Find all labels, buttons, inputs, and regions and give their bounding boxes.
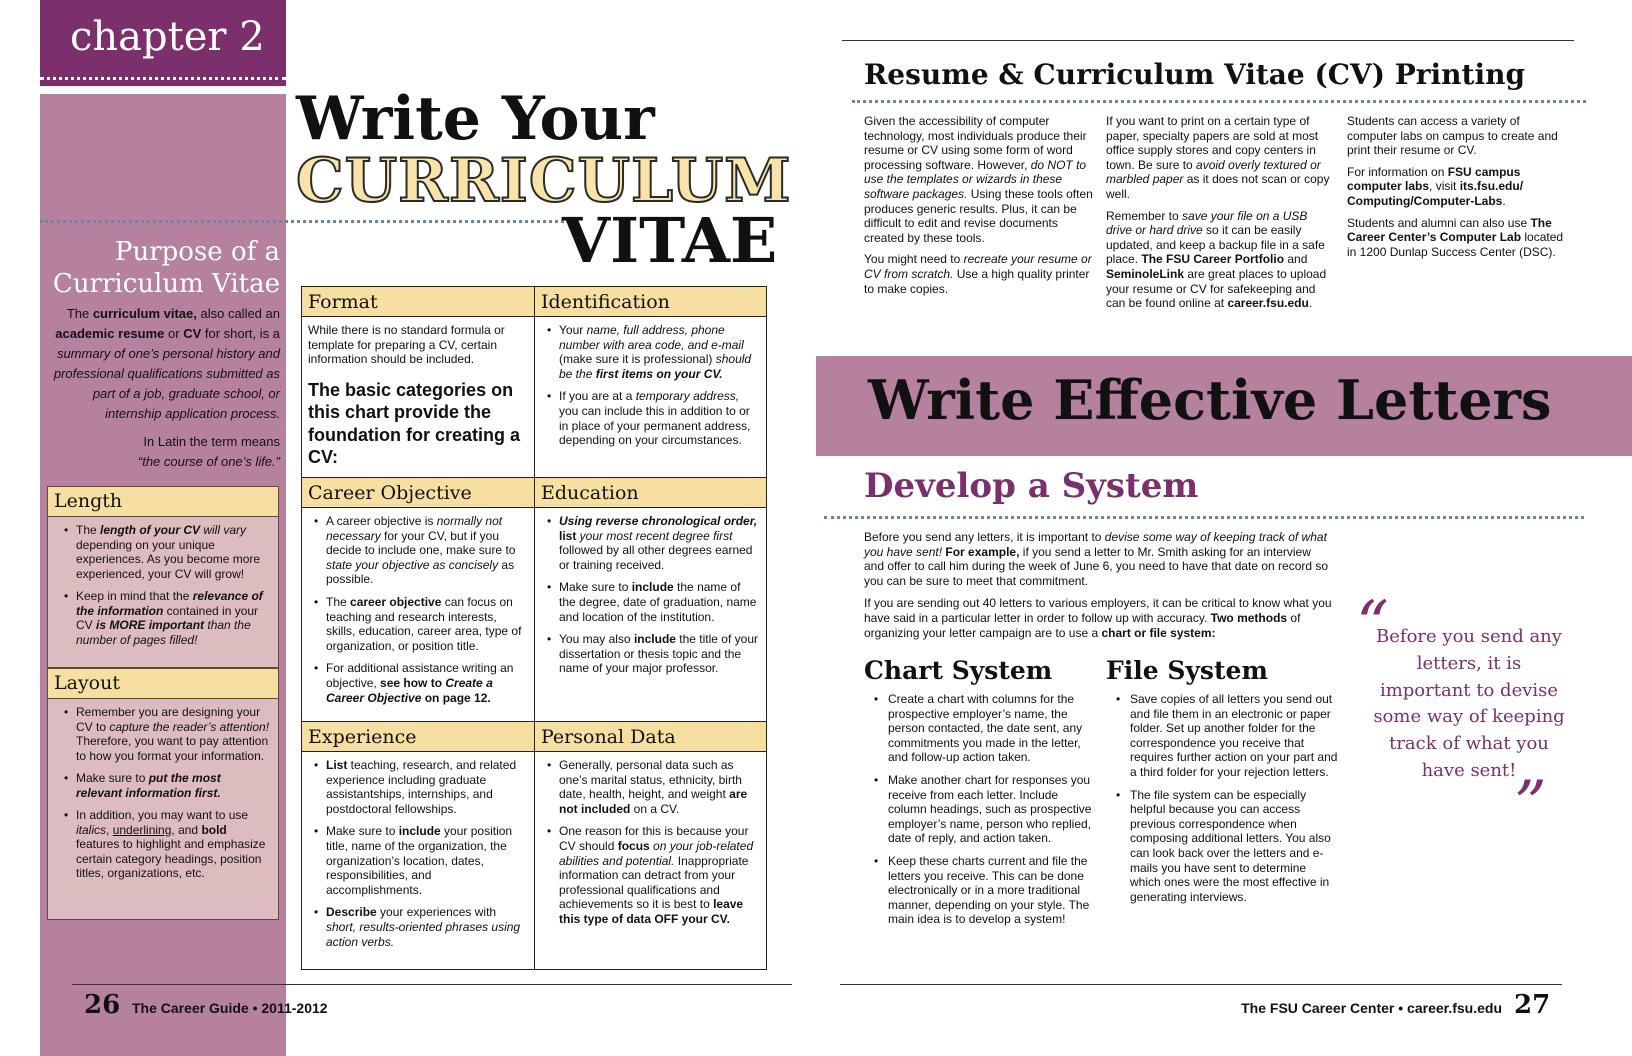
page-title-line1: Write Your — [296, 84, 655, 154]
career-objective-cell — [302, 478, 535, 722]
list-item: • In addition, you may want to use italics, underlining, and bold features to highlight and emphasize certain category headings, position titles, organizations, etc. — [62, 808, 270, 881]
education-cell — [535, 478, 766, 722]
printing-column-2 — [1106, 114, 1332, 318]
list-item: • Keep in mind that the relevance of the information contained in your CV is MORE important than the number of pages filled! — [62, 589, 270, 647]
pull-quote: Before you send any letters, it is important to devise some way of keeping track of what you have sent! — [1373, 626, 1565, 781]
list-item: • A career objective is normally not necessary for your CV, but if you decide to include one, make sure to state your objective as concisely as possible. — [312, 514, 528, 587]
experience-cell — [302, 722, 535, 969]
list-item: • Your name, full address, phone number with area code, and e-mail (make sure it is professional) should be the first items on your CV. — [545, 323, 760, 381]
footer-center: The FSU Career Center • career.fsu.edu — [1241, 1000, 1502, 1016]
list-item: • You may also include the title of your dissertation or thesis topic and the name of your major professor. — [545, 632, 760, 676]
length-heading: Length — [48, 487, 278, 517]
list-item: • For additional assistance writing an objective, see how to Create a Career Objective on page 12. — [312, 661, 528, 705]
list-item: • Make another chart for responses you receive from each letter. Include column headings, such as prospective employer’s name, person who replied, date of reply, and action taken. — [864, 773, 1100, 846]
printing-heading: Resume & Curriculum Vitae (CV) Printing — [864, 58, 1526, 91]
paragraph: Before you send any letters, it is important to devise some way of keeping track of what you have sent! For example, if you send a letter to Mr. Smith asking for an interview and offer to call him during the week of June 6, you need to have that date on record so you can be sure to meet that commitment. — [864, 530, 1329, 588]
list-item: • One reason for this is because your CV should focus on your job-related abilities and potential. Inappropriate information can detract from your professional qualifications and achievements so it is best to leave this type of data OFF your CV. — [545, 824, 760, 926]
dotted-divider — [40, 220, 570, 223]
header-rule — [842, 40, 1574, 41]
identification-heading: Identification — [535, 287, 766, 317]
list-item: • If you are at a temporary address, you can include this in addition to or in place of your permanent address, depending on your circumstances. — [545, 389, 760, 447]
identification-cell — [535, 287, 766, 478]
paragraph: You might need to recreate your resume or CV from scratch. Use a high quality printer to make copies. — [864, 252, 1092, 296]
page-number: 26 — [84, 990, 121, 1020]
personal-data-heading: Personal Data — [535, 722, 766, 752]
paragraph: Remember to save your file on a USB drive or hard drive so it can be easily updated, and keep a backup file in a safe place. The FSU Career Portfolio and SeminoleLink are great places to upload your resume or CV for safekeeping and can be found online at career.fsu.edu. — [1106, 208, 1327, 311]
list-item: • Generally, personal data such as one’s marital status, ethnicity, birth date, health, height, and weight are not included on a CV. — [545, 758, 760, 816]
list-item: • Using reverse chronological order, list your most recent degree first followed by all other degrees earned or training received. — [545, 514, 760, 572]
layout-box — [47, 668, 279, 920]
list-item: • Make sure to put the most relevant information first. — [62, 771, 270, 800]
list-item: • The career objective can focus on teaching and research interests, skills, education, career area, type of organization, or position title. — [312, 595, 528, 653]
paragraph: Given the accessibility of computer technology, most individuals produce their resume or CV using some form of word processing software. However, do NOT to use the templates or wizards in these software packages. Using these tools often produces generic results. Plus, it can be difficult to edit and revise documents created by these tools. — [864, 114, 1093, 245]
chart-system-list — [864, 692, 1100, 935]
page-number: 27 — [1514, 990, 1551, 1020]
paragraph: Students can access a variety of computer labs on campus to create and print their resume or CV. — [1347, 114, 1558, 158]
printing-column-3 — [1347, 114, 1573, 266]
open-quote-icon: “ — [1356, 588, 1389, 662]
dotted-divider — [852, 100, 1586, 103]
purpose-body: The curriculum vitae, also called an academic resume or CV for short, is a summary of one’s personal history and professional qualifications submitted as part of a job, graduate school, or internship application process. — [53, 306, 280, 421]
list-item: • Keep these charts current and file the letters you receive. This can be done electronically or in a more traditional manner, depending on your style. The main idea is to develop a system! — [864, 854, 1100, 927]
career-objective-heading: Career Objective — [302, 478, 534, 508]
letters-intro — [864, 530, 1332, 648]
footer-rule — [840, 984, 1562, 985]
cv-categories-table — [301, 286, 767, 970]
format-heading: Format — [302, 287, 534, 317]
page-title-line2: CURRICULUM — [296, 146, 792, 216]
system-heading: Develop a System — [864, 466, 1199, 506]
purpose-latin: In Latin the term means “the course of one’s life.” — [137, 434, 280, 469]
purpose-heading: Purpose of a Curriculum Vitae — [52, 237, 280, 299]
chart-system-heading: Chart System — [864, 656, 1053, 685]
list-item: • List teaching, research, and related experience including graduate assistantships, internships, and postdoctoral fellowships. — [312, 758, 528, 816]
letters-heading: Write Effective Letters — [868, 368, 1552, 432]
chapter-label: chapter 2 — [70, 14, 265, 60]
list-item: • Save copies of all letters you send out and file them in an electronic or paper folder. Set up another folder for the correspondence you receive that requires further action on your part and a third folder for your rejection letters. — [1106, 692, 1338, 780]
list-item: • Make sure to include the name of the degree, date of graduation, name and location of the institution. — [545, 580, 760, 624]
paragraph: For information on FSU campus computer labs, visit its.fsu.edu/ Computing/Computer-Labs. — [1347, 164, 1524, 208]
education-heading: Education — [535, 478, 766, 508]
list-item: • Remember you are designing your CV to capture the reader’s attention! Therefore, you want to pay attention to how you format your information. — [62, 705, 270, 763]
paragraph: Students and alumni can also use The Career Center’s Computer Lab located in 1200 Dunlap Success Center (DSC). — [1347, 215, 1564, 259]
list-item: • The file system can be especially helpful because you can access previous correspondence when composing additional letters. You also can look back over the letters and e-mails you have sent to determine which ones were the most effective in generating interviews. — [1106, 788, 1338, 905]
printing-column-1 — [864, 114, 1094, 303]
list-item: • Describe your experiences with short, results-oriented phrases using action verbs. — [312, 905, 528, 949]
length-box — [47, 486, 279, 668]
experience-heading: Experience — [302, 722, 534, 752]
footer-guide: The Career Guide • 2011-2012 — [132, 1000, 328, 1016]
page-title-line3: VITAE — [562, 204, 778, 277]
paragraph: If you want to print on a certain type of paper, specialty papers are sold at most office supply stores and copy centers in town. Be sure to avoid overly textured or marbled paper as it does not scan or copy well. — [1106, 114, 1330, 201]
list-item: • Make sure to include your position title, name of the organization, the organization’s location, dates, responsibilities, and accomplishments. — [312, 824, 528, 897]
personal-data-cell — [535, 722, 766, 969]
file-system-list — [1106, 692, 1338, 912]
close-quote-icon: ” — [1514, 768, 1547, 842]
list-item: • Create a chart with columns for the prospective employer’s name, the person contacted, the date sent, any commitments you made in the letter, and follow-up action taken. — [864, 692, 1100, 765]
paragraph: If you are sending out 40 letters to various employers, it can be critical to know what you have said in a particular letter in order to follow up with accuracy. Two methods of organizing your letter campaign are to use a chart or file system: — [864, 596, 1332, 640]
layout-heading: Layout — [48, 669, 278, 699]
format-body: While there is no standard formula or template for preparing a CV, certain information should be included. — [308, 323, 505, 367]
file-system-heading: File System — [1106, 656, 1268, 685]
format-callout: The basic categories on this chart provide the foundation for creating a CV: — [308, 379, 521, 468]
dotted-divider — [824, 516, 1584, 519]
format-cell — [302, 287, 535, 478]
footer-rule — [72, 984, 792, 985]
list-item: • The length of your CV will vary depending on your unique experiences. As you become more experienced, your CV will grow! — [62, 523, 270, 581]
